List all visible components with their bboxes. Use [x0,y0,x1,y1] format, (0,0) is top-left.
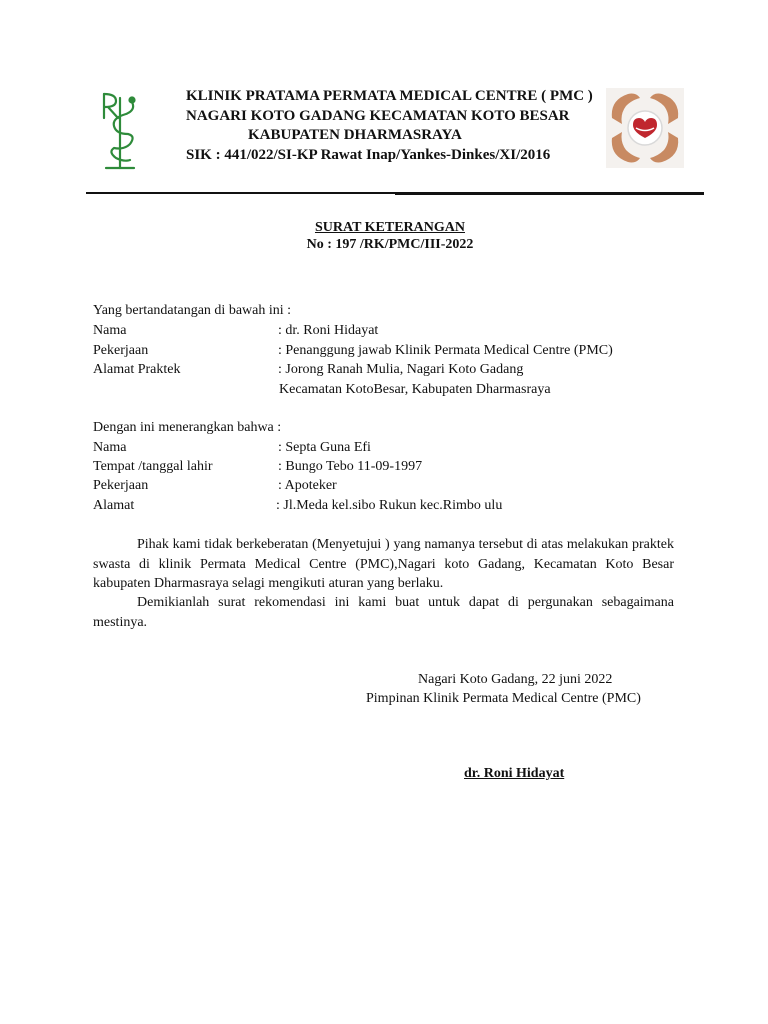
letterhead-line-2: NAGARI KOTO GADANG KECAMATAN KOTO BESAR [186,107,570,124]
place-date: Nagari Koto Gadang, 22 juni 2022 [418,672,613,687]
field-label: Pekerjaan [93,478,149,493]
field-label: Nama [93,440,127,455]
subject-row-job [93,476,337,496]
letter-title: SURAT KETERANGAN [314,220,465,235]
caring-hands-logo-icon [606,88,684,168]
signer-intro: Yang bertandatangan di bawah ini : [93,303,292,318]
field-label: Alamat Praktek [93,362,181,377]
letterhead-line-3: KABUPATEN DHARMASRAYA [248,127,462,143]
field-value: : Jl.Meda kel.sibo Rukun kec.Rimbo ulu [276,498,503,513]
body-paragraph-1 [93,535,674,594]
field-value: : Penanggung jawab Klinik Permata Medical Centre (PMC) [278,343,613,358]
field-value: : Jorong Ranah Mulia, Nagari Koto Gadang [278,362,524,377]
body-paragraph-2 [93,593,674,632]
letterhead-line-1: KLINIK PRATAMA PERMATA MEDICAL CENTRE ( PMC ) [186,88,593,104]
signer-name: dr. Roni Hidayat [464,766,565,781]
field-value: : dr. Roni Hidayat [278,323,379,338]
subject-row-address [93,496,502,516]
header-divider-thick [395,192,704,195]
letterhead-line-4: SIK : 441/022/SI-KP Rawat Inap/Yankes-Dinkes/XI/2016 [186,146,551,163]
field-value: : Apoteker [278,478,337,493]
paragraph-text: Demikianlah surat rekomendasi ini kami buat untuk dapat di pergunakan sebagaimana mestinya. [93,595,674,630]
subject-intro: Dengan ini menerangkan bahwa : [93,420,282,435]
signer-position: Pimpinan Klinik Permata Medical Centre (PMC) [366,691,641,706]
field-label: Alamat [93,498,135,513]
signer-row-job [93,341,613,361]
signer-address-continued: Kecamatan KotoBesar, Kabupaten Dharmasraya [279,382,551,397]
field-value: : Bungo Tebo 11-09-1997 [278,459,423,474]
subject-row-name [93,438,371,458]
letter-number: No : 197 /RK/PMC/III-2022 [306,237,474,252]
field-value: : Septa Guna Efi [278,440,371,455]
field-label: Nama [93,323,127,338]
paragraph-text: Pihak kami tidak berkeberatan (Menyetujui ) yang namanya tersebut di atas melakukan praktek swasta di klinik Permata Medical Centre (PMC),Nagari koto Gadang, Kecamatan Koto Besar kabupaten Dharmasraya selagi mengikuti aturan yang berlaku. [93,537,674,591]
subject-row-birth [93,457,422,477]
letterhead [186,87,593,165]
clinic-rx-logo-icon [96,88,140,172]
field-label: Tempat /tanggal lahir [93,459,213,474]
signer-row-name [93,321,378,341]
field-label: Pekerjaan [93,343,149,358]
signer-row-address [93,360,523,380]
